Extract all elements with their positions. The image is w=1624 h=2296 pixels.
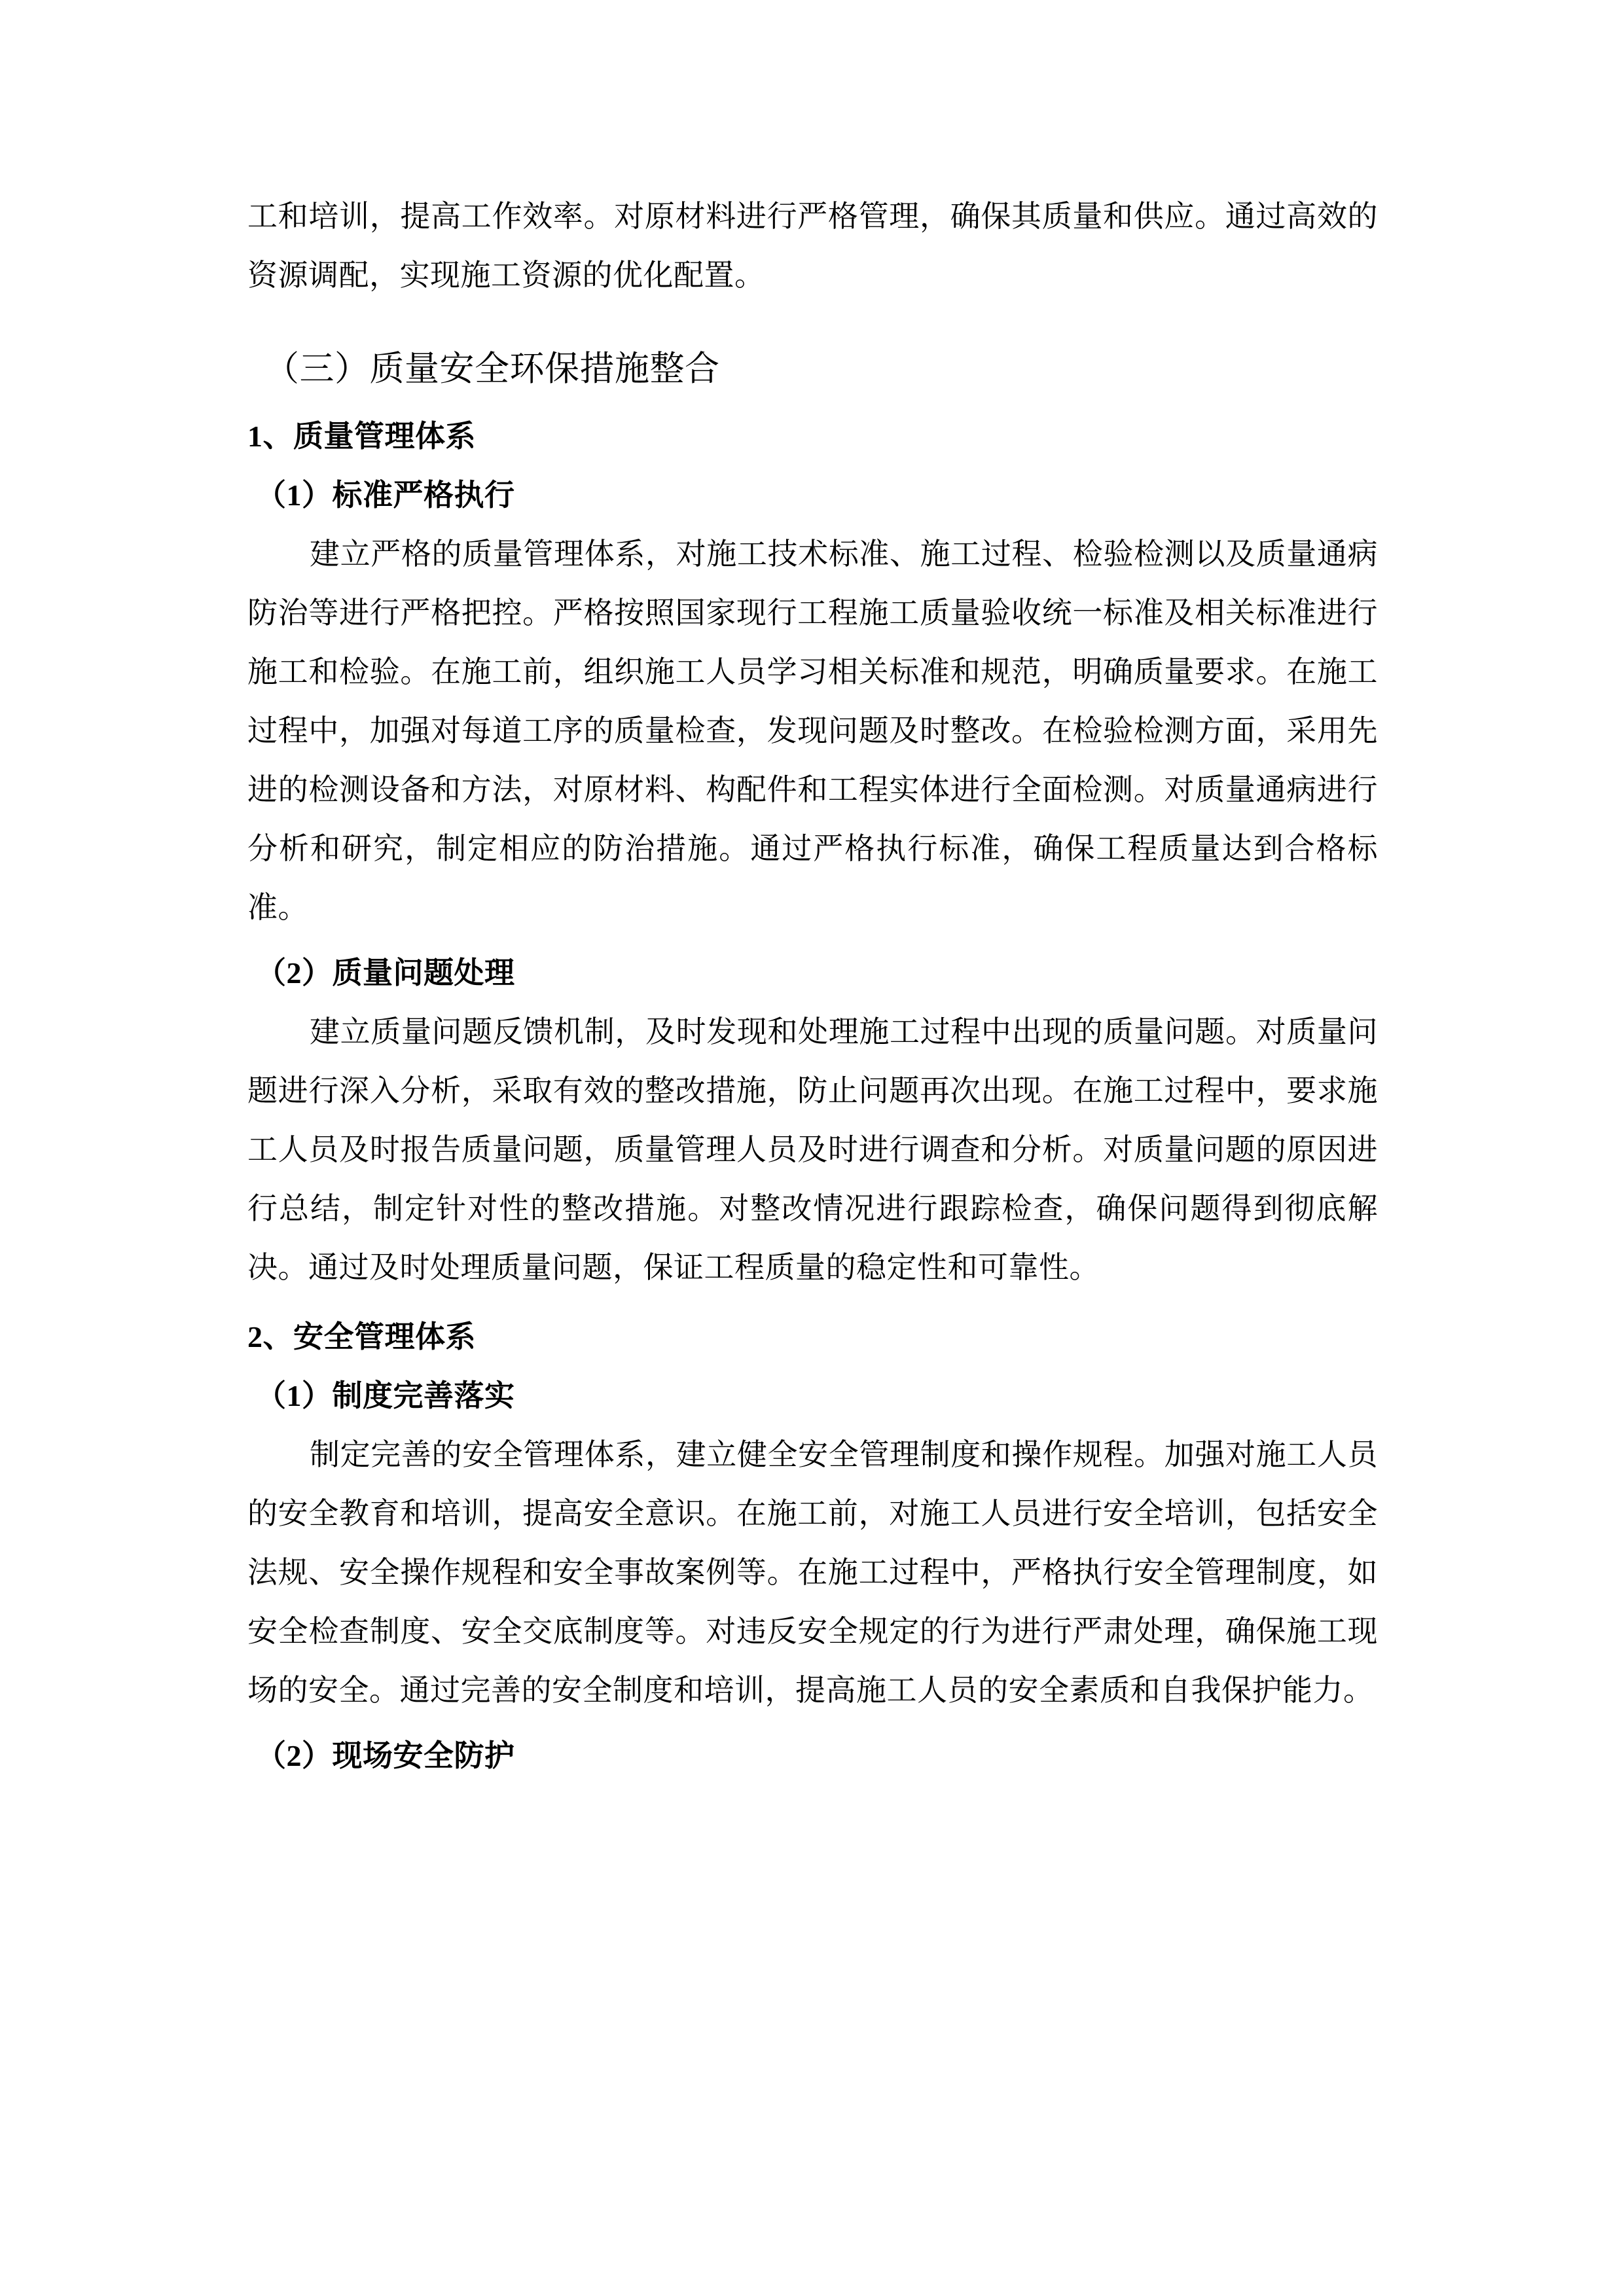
- item-heading-site-safety-protection: （2）现场安全防护: [256, 1739, 515, 1772]
- document-text-column: [247, 187, 1378, 1785]
- continued-paragraph: 工和培训，提高工作效率。对原材料进行严格管理，确保其质量和供应。通过高效的资源调配，实现施工资源的优化配置。: [247, 200, 1378, 292]
- item-body-system-improvement: 制定完善的安全管理体系，建立健全安全管理制度和操作规程。加强对施工人员的安全教育和培训，提高安全意识。在施工前，对施工人员进行安全培训，包括安全法规、安全操作规程和安全事故案例等。在施工过程中，严格执行安全管理制度，如安全检查制度、安全交底制度等。对违反安全规定的行为进行严肃处理，确保施工现场的安全。通过完善的安全制度和培训，提高施工人员的安全素质和自我保护能力。: [247, 1438, 1378, 1707]
- item-heading-standard-execution: （1）标准严格执行: [256, 478, 515, 512]
- item-body-standard-execution: 建立严格的质量管理体系，对施工技术标准、施工过程、检验检测以及质量通病防治等进行严格把控。严格按照国家现行工程施工质量验收统一标准及相关标准进行施工和检验。在施工前，组织施工人员学习相关标准和规范，明确质量要求。在施工过程中，加强对每道工序的质量检查，发现问题及时整改。在检验检测方面，采用先进的检测设备和方法，对原材料、构配件和工程实体进行全面检测。对质量通病进行分析和研究，制定相应的防治措施。通过严格执行标准，确保工程质量达到合格标准。: [247, 537, 1378, 924]
- item-body-quality-issue-handling: 建立质量问题反馈机制，及时发现和处理施工过程中出现的质量问题。对质量问题进行深入分析，采取有效的整改措施，防止问题再次出现。在施工过程中，要求施工人员及时报告质量问题，质量管理人员及时进行调查和分析。对质量问题的原因进行总结，制定针对性的整改措施。对整改情况进行跟踪检查，确保问题得到彻底解决。通过及时处理质量问题，保证工程质量的稳定性和可靠性。: [247, 1015, 1378, 1284]
- subsection-heading-safety-management: 2、安全管理体系: [247, 1320, 476, 1354]
- subsection-heading-quality-management: 1、质量管理体系: [247, 420, 476, 453]
- item-heading-quality-issue-handling: （2）质量问题处理: [256, 956, 515, 990]
- item-heading-system-improvement: （1）制度完善落实: [256, 1379, 515, 1412]
- section-heading: （三）质量安全环保措施整合: [264, 350, 720, 388]
- spacer: [247, 1297, 1378, 1304]
- spacer: [247, 1720, 1378, 1727]
- spacer: [247, 937, 1378, 944]
- spacer: [247, 305, 1378, 322]
